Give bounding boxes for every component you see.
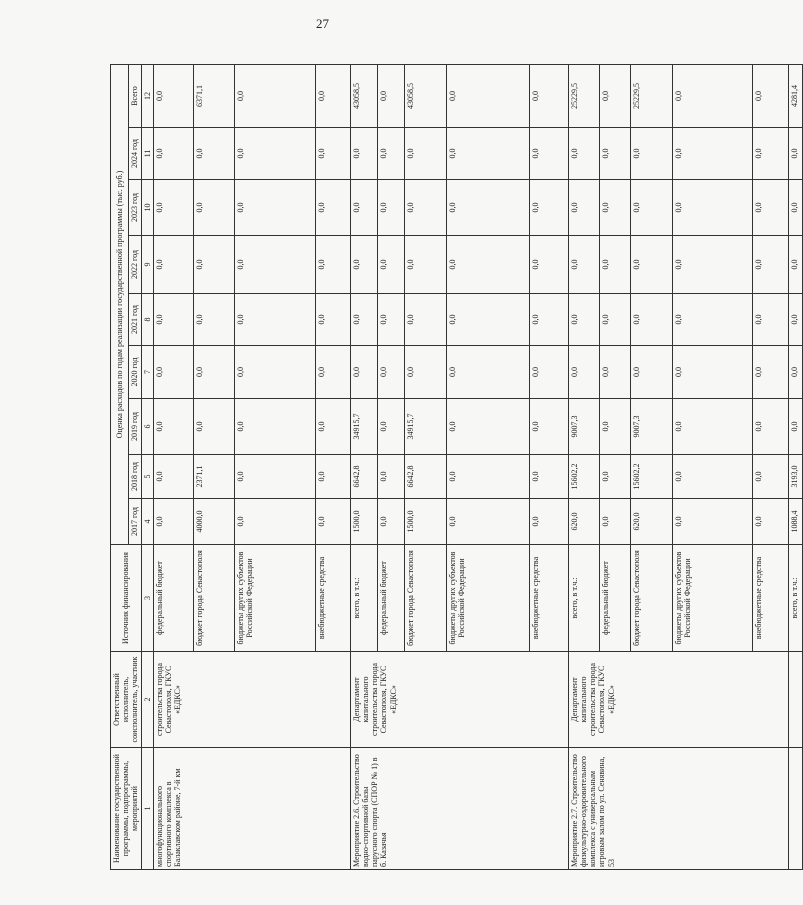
- amount-cell: 0,0: [788, 128, 802, 180]
- amount-cell: 0,0: [377, 180, 404, 236]
- funding-source: бюджеты других субъектов Российской Федерации: [672, 545, 752, 652]
- amount-cell: 0,0: [446, 128, 529, 180]
- column-number: 10: [141, 180, 153, 236]
- funding-source: бюджеты других субъектов Российской Федерации: [446, 545, 529, 652]
- amount-cell: 0,0: [752, 455, 788, 499]
- amount-cell: 620,0: [630, 499, 672, 545]
- amount-cell: 0,0: [529, 346, 568, 399]
- amount-cell: 0,0: [672, 399, 752, 455]
- amount-cell: 0,0: [446, 180, 529, 236]
- amount-cell: 0,0: [788, 399, 802, 455]
- amount-cell: 4000,0: [193, 499, 234, 545]
- amount-cell: 0,0: [568, 346, 599, 399]
- funding-source: федеральный бюджет: [153, 545, 193, 652]
- amount-cell: 0,0: [404, 180, 446, 236]
- column-number: 11: [141, 128, 153, 180]
- amount-cell: 0,0: [193, 399, 234, 455]
- header-source: Источник финансирования: [111, 545, 142, 652]
- amount-cell: 0,0: [672, 294, 752, 346]
- year-header: 2021 год: [129, 294, 141, 346]
- amount-cell: 0,0: [234, 65, 315, 128]
- amount-cell: 0,0: [599, 128, 630, 180]
- amount-cell: 0,0: [672, 128, 752, 180]
- amount-cell: 0,0: [568, 180, 599, 236]
- amount-cell: 0,0: [404, 236, 446, 294]
- amount-cell: 0,0: [350, 236, 377, 294]
- amount-cell: 15602,2: [568, 455, 599, 499]
- amount-cell: 0,0: [529, 180, 568, 236]
- amount-cell: 6642,8: [404, 455, 446, 499]
- amount-cell: 0,0: [672, 455, 752, 499]
- table-row: [788, 65, 802, 870]
- amount-cell: 0,0: [234, 346, 315, 399]
- amount-cell: 0,0: [529, 399, 568, 455]
- amount-cell: 0,0: [599, 180, 630, 236]
- amount-cell: 0,0: [315, 294, 350, 346]
- amount-cell: 0,0: [599, 346, 630, 399]
- amount-cell: 0,0: [788, 294, 802, 346]
- amount-cell: 0,0: [672, 499, 752, 545]
- amount-cell: 0,0: [599, 236, 630, 294]
- page-number: 27: [316, 16, 329, 31]
- amount-cell: 6642,8: [350, 455, 377, 499]
- funding-source: бюджет города Севастополя: [630, 545, 672, 652]
- amount-cell: 0,0: [377, 294, 404, 346]
- amount-cell: 0,0: [350, 128, 377, 180]
- amount-cell: 0,0: [599, 455, 630, 499]
- amount-cell: 0,0: [672, 65, 752, 128]
- amount-cell: 0,0: [315, 128, 350, 180]
- amount-cell: 0,0: [350, 180, 377, 236]
- amount-cell: 9007,3: [630, 399, 672, 455]
- funding-source: бюджет города Севастополя: [404, 545, 446, 652]
- amount-cell: 0,0: [599, 65, 630, 128]
- amount-cell: 4281,4: [788, 65, 802, 128]
- amount-cell: 0,0: [234, 499, 315, 545]
- amount-cell: 0,0: [446, 455, 529, 499]
- amount-cell: 0,0: [599, 499, 630, 545]
- amount-cell: 0,0: [404, 346, 446, 399]
- amount-cell: 0,0: [446, 399, 529, 455]
- header-name: Наименование государственной программы, подпрограммы, мероприятий: [111, 748, 142, 870]
- measure-name: Мероприятие 2.6. Строительство водно-спортивной базы парусного спорта (СПОР № 1) в б. Казачья: [350, 748, 568, 870]
- amount-cell: 0,0: [446, 236, 529, 294]
- amount-cell: 0,0: [153, 65, 193, 128]
- column-number: 1: [141, 748, 153, 870]
- amount-cell: 0,0: [672, 180, 752, 236]
- amount-cell: 3193,0: [788, 455, 802, 499]
- amount-cell: 43058,5: [404, 65, 446, 128]
- amount-cell: 0,0: [193, 346, 234, 399]
- amount-cell: 0,0: [377, 65, 404, 128]
- amount-cell: 0,0: [234, 236, 315, 294]
- amount-cell: 0,0: [672, 236, 752, 294]
- amount-cell: 0,0: [446, 499, 529, 545]
- measure-name: многофункционального спортивного комплекса в Балаклавском районе, 7-й км: [153, 748, 350, 870]
- column-number: 6: [141, 399, 153, 455]
- amount-cell: 0,0: [153, 346, 193, 399]
- amount-cell: 0,0: [752, 180, 788, 236]
- amount-cell: 0,0: [315, 499, 350, 545]
- amount-cell: 0,0: [315, 65, 350, 128]
- amount-cell: 0,0: [599, 399, 630, 455]
- amount-cell: 0,0: [752, 294, 788, 346]
- executor: [788, 652, 802, 748]
- amount-cell: 0,0: [193, 128, 234, 180]
- amount-cell: 43058,5: [350, 65, 377, 128]
- executor: Департамент капитального строительства города Севастополя, ГКУС «ЕДКС»: [350, 652, 568, 748]
- header-estimate: Оценка расходов по годам реализации государственной программы (тыс. руб.): [111, 65, 129, 545]
- year-header: 2019 год: [129, 399, 141, 455]
- amount-cell: 0,0: [788, 346, 802, 399]
- funding-source: бюджеты других субъектов Российской Федерации: [234, 545, 315, 652]
- amount-cell: 0,0: [630, 294, 672, 346]
- amount-cell: 0,0: [350, 294, 377, 346]
- amount-cell: 0,0: [377, 128, 404, 180]
- amount-cell: 0,0: [234, 128, 315, 180]
- amount-cell: 6371,1: [193, 65, 234, 128]
- amount-cell: 0,0: [568, 294, 599, 346]
- amount-cell: 0,0: [752, 346, 788, 399]
- amount-cell: 0,0: [788, 180, 802, 236]
- column-number: 9: [141, 236, 153, 294]
- amount-cell: 0,0: [630, 346, 672, 399]
- amount-cell: 0,0: [234, 455, 315, 499]
- funding-source: внебюджетные средства: [529, 545, 568, 652]
- year-header: 2017 год: [129, 499, 141, 545]
- amount-cell: 0,0: [315, 180, 350, 236]
- amount-cell: 34915,7: [404, 399, 446, 455]
- table-row: [153, 65, 193, 870]
- amount-cell: 0,0: [404, 128, 446, 180]
- year-header: 2022 год: [129, 236, 141, 294]
- amount-cell: 0,0: [153, 294, 193, 346]
- amount-cell: 0,0: [377, 499, 404, 545]
- column-number: 12: [141, 65, 153, 128]
- amount-cell: 1500,0: [404, 499, 446, 545]
- amount-cell: 0,0: [153, 236, 193, 294]
- amount-cell: 0,0: [193, 236, 234, 294]
- amount-cell: 0,0: [752, 399, 788, 455]
- amount-cell: 0,0: [529, 236, 568, 294]
- amount-cell: 34915,7: [350, 399, 377, 455]
- amount-cell: 0,0: [377, 399, 404, 455]
- amount-cell: 0,0: [377, 236, 404, 294]
- amount-cell: 0,0: [153, 499, 193, 545]
- amount-cell: 0,0: [672, 346, 752, 399]
- amount-cell: 0,0: [529, 499, 568, 545]
- column-number: 5: [141, 455, 153, 499]
- column-number: 7: [141, 346, 153, 399]
- funding-source: всего, в т.ч.:: [788, 545, 802, 652]
- amount-cell: 0,0: [568, 128, 599, 180]
- amount-cell: 0,0: [193, 294, 234, 346]
- amount-cell: 15602,2: [630, 455, 672, 499]
- executor: строительства города Севастополя, ГКУС «ЕДКС»: [153, 652, 350, 748]
- amount-cell: 0,0: [788, 236, 802, 294]
- amount-cell: 0,0: [234, 294, 315, 346]
- funding-source: федеральный бюджет: [599, 545, 630, 652]
- amount-cell: 0,0: [234, 399, 315, 455]
- measure-name: Мероприятие 2.7. Строительство физкультурно-оздоровительного комплекса с универсальным игровым залом по ул. Сенявина, 53: [568, 748, 788, 870]
- year-header: 2018 год: [129, 455, 141, 499]
- amount-cell: 0,0: [404, 294, 446, 346]
- funding-source: внебюджетные средства: [315, 545, 350, 652]
- amount-cell: 25229,5: [568, 65, 599, 128]
- amount-cell: 0,0: [315, 346, 350, 399]
- amount-cell: 0,0: [446, 294, 529, 346]
- amount-cell: 1500,0: [350, 499, 377, 545]
- expenditure-table: [110, 64, 803, 870]
- funding-source: федеральный бюджет: [377, 545, 404, 652]
- funding-source: бюджет города Севастополя: [193, 545, 234, 652]
- column-number: 4: [141, 499, 153, 545]
- amount-cell: 1088,4: [788, 499, 802, 545]
- year-header: 2024 год: [129, 128, 141, 180]
- measure-name: [788, 748, 802, 870]
- amount-cell: 0,0: [568, 236, 599, 294]
- amount-cell: 0,0: [377, 346, 404, 399]
- amount-cell: 0,0: [446, 346, 529, 399]
- funding-source: всего, в т.ч.:: [350, 545, 377, 652]
- amount-cell: 0,0: [350, 346, 377, 399]
- column-number: 3: [141, 545, 153, 652]
- year-header: 2023 год: [129, 180, 141, 236]
- amount-cell: 0,0: [752, 128, 788, 180]
- amount-cell: 620,0: [568, 499, 599, 545]
- funding-source: всего, в т.ч.:: [568, 545, 599, 652]
- amount-cell: 25229,5: [630, 65, 672, 128]
- rotated-table-wrapper: [110, 65, 799, 870]
- amount-cell: 9007,3: [568, 399, 599, 455]
- amount-cell: 0,0: [153, 399, 193, 455]
- amount-cell: 0,0: [529, 128, 568, 180]
- amount-cell: 0,0: [193, 180, 234, 236]
- amount-cell: 0,0: [315, 236, 350, 294]
- table-row: [568, 65, 599, 870]
- amount-cell: 0,0: [446, 65, 529, 128]
- header-executor: Ответственный исполнитель, соисполнитель, участник: [111, 652, 142, 748]
- amount-cell: 2371,1: [193, 455, 234, 499]
- amount-cell: 0,0: [599, 294, 630, 346]
- amount-cell: 0,0: [315, 399, 350, 455]
- amount-cell: 0,0: [153, 455, 193, 499]
- amount-cell: 0,0: [529, 294, 568, 346]
- amount-cell: 0,0: [234, 180, 315, 236]
- amount-cell: 0,0: [630, 236, 672, 294]
- amount-cell: 0,0: [752, 499, 788, 545]
- funding-source: внебюджетные средства: [752, 545, 788, 652]
- amount-cell: 0,0: [630, 128, 672, 180]
- amount-cell: 0,0: [153, 128, 193, 180]
- amount-cell: 0,0: [630, 180, 672, 236]
- amount-cell: 0,0: [752, 236, 788, 294]
- amount-cell: 0,0: [529, 65, 568, 128]
- column-number: 8: [141, 294, 153, 346]
- amount-cell: 0,0: [752, 65, 788, 128]
- year-header: 2020 год: [129, 346, 141, 399]
- amount-cell: 0,0: [315, 455, 350, 499]
- executor: Департамент капитального строительства города Севастополя, ГКУС «ЕДКС»: [568, 652, 788, 748]
- table-row: [350, 65, 377, 870]
- amount-cell: 0,0: [377, 455, 404, 499]
- year-header: Всего: [129, 65, 141, 128]
- column-number: 2: [141, 652, 153, 748]
- amount-cell: 0,0: [529, 455, 568, 499]
- amount-cell: 0,0: [153, 180, 193, 236]
